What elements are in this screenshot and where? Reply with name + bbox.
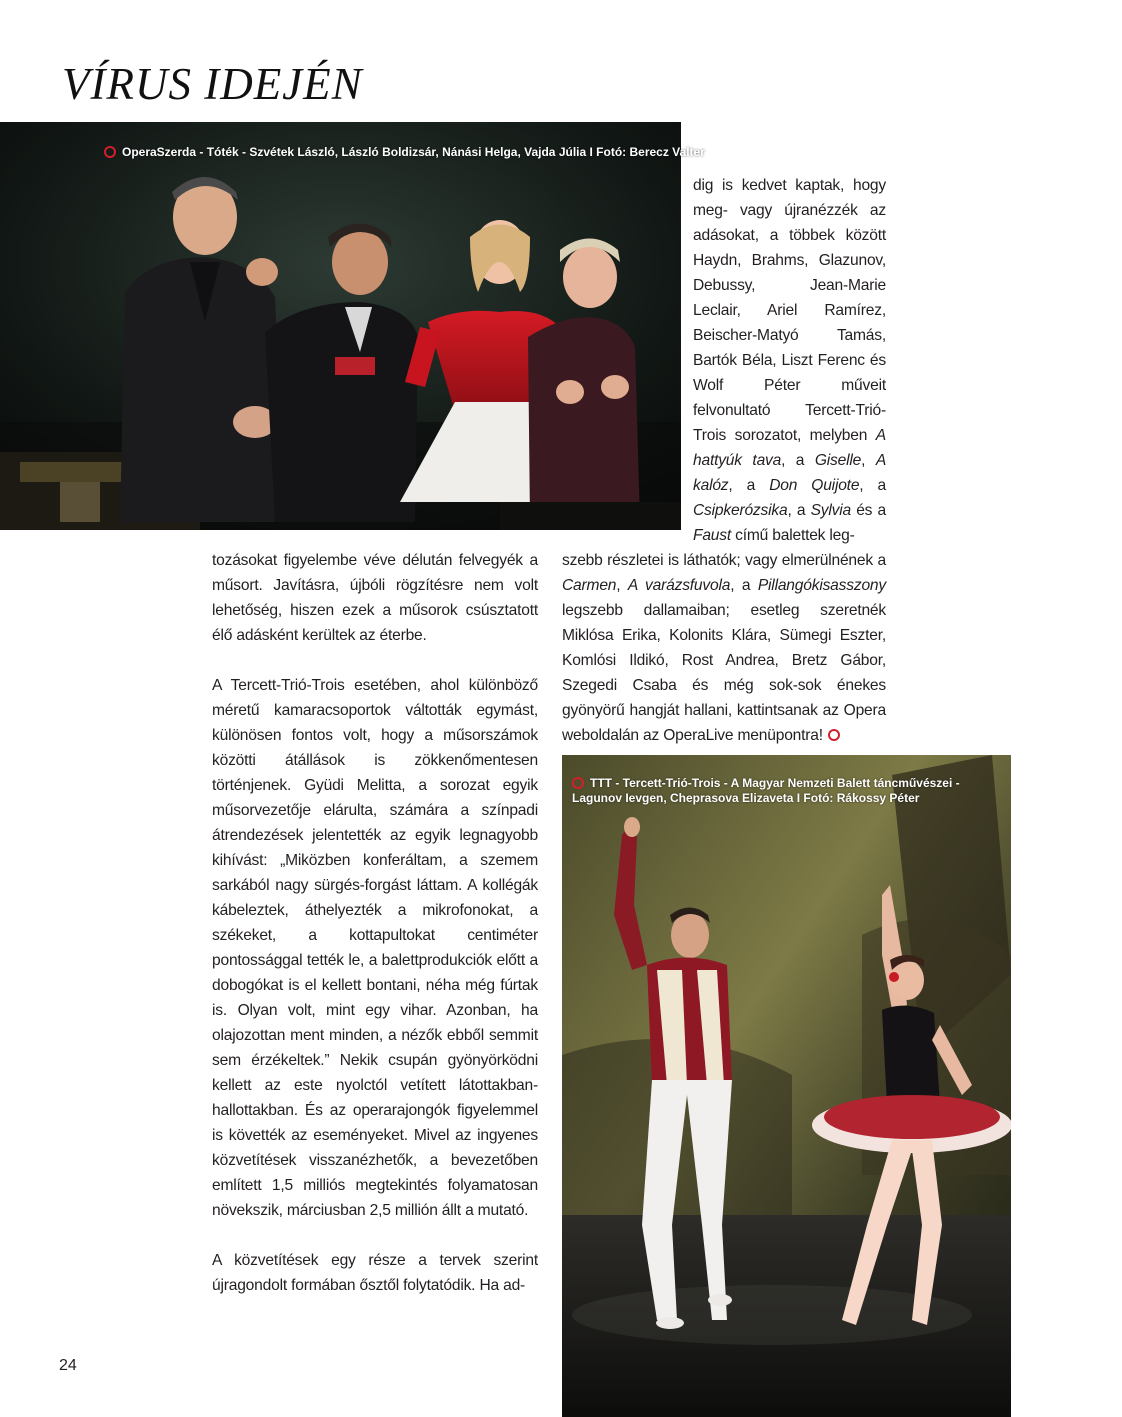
article-column-right-middle [562,548,886,748]
ballet-title: Csipkerózsika [693,502,788,519]
ballet-title: A kalóz [693,452,887,494]
photo-ballet-scene [562,755,1011,1417]
text: dig is kedvet kaptak, hogy meg- vagy újranézzék az adásokat, a többek között Haydn, Brahms, Glazunov, Debussy, Jean-Marie Leclair, Ariel Ramírez, Beischer-Matyó Tamás, Bartók Béla, Liszt Ferenc és Wolf Péter műveit felvonultató Tercett-Trió-Trois sorozatot, melyben [693,177,886,444]
photo-opera-scene-image [0,122,681,530]
text: , [616,577,628,594]
opera-title: A varázsfuvola [627,577,731,594]
caption-text: TTT - Tercett-Trió-Trois - A Magyar Nemzeti Balett táncművészei - Lagunov Ievgen, Cheprasova Elizaveta I Fotó: Rákossy Péter [572,776,960,805]
text: , [861,452,876,469]
article-column-right-top [693,173,886,548]
text: , a [781,452,815,469]
article-column-left [212,548,538,1298]
text: , a [859,477,886,494]
photo-ballet-scene-image [562,755,1011,1417]
text: és a [850,502,886,519]
text: legszebb dallamaiban; esetleg szeretnék Miklósa Erika, Kolonits Klára, Sümegi Eszter, Komlósi Ildikó, Rost Andrea, Bretz Gábor, Szegedi Csaba és még sok-sok énekes gyönyörű hangját hallani, kattintsanak az Opera weboldalán az OperaLive menüpontra! [562,602,886,744]
page-number: 24 [59,1357,77,1374]
bullet-circle-icon [572,777,584,789]
text: című balettek leg- [731,527,855,544]
end-of-article-icon [828,729,840,741]
photo-caption-ballet [572,776,1002,806]
text: , a [728,477,770,494]
text: , a [730,577,758,594]
text: , a [787,502,811,519]
caption-text: OperaSzerda - Tóték - Szvétek László, László Boldizsár, Nánási Helga, Vajda Júlia I Fotó: Berecz Valter [122,145,705,159]
photo-opera-scene [0,122,681,530]
text: szebb részletei is láthatók; vagy elmerülnének a [562,552,886,569]
ballet-title: A hattyúk tava [693,427,886,469]
opera-title: Pillangókisasszony [757,577,886,594]
ballet-title: Sylvia [810,502,851,519]
paragraph: tozásokat figyelembe véve délután felvegyék a műsort. Javításra, újbóli rögzítésre nem volt lehetőség, hiszen ezek a műsorok csúsztatott élő adásként kerültek az éterbe. [212,552,538,644]
ballet-title: Don Quijote [769,477,860,494]
photo-caption-opera [104,145,705,160]
ballet-title: Faust [693,527,731,544]
paragraph: A közvetítések egy része a tervek szerint újragondolt formában ősztől folytatódik. Ha ad- [212,1252,538,1294]
paragraph [693,173,886,548]
paragraph [562,548,886,748]
bullet-circle-icon [104,146,116,158]
paragraph: A Tercett-Trió-Trois esetében, ahol különböző méretű kamaracsoportok váltották egymást, különösen fontos volt, hogy a műsorszámok közötti átállások is zökkenőmentesen történjenek. Gyüdi Melitta, a sorozat egyik műsorvezetője elárulta, számára a színpadi átrendezések jelentették az egyik legnagyobb kihívást: „Miközben konferáltam, a szemem sarkából nagy sürgés-forgást láttam. A kollégák kábeleztek, áthelyezték a mikrofonokat, a székeket, a kottapultokat centiméter pontossággal tették le, a balettprodukciók előtt a dobogókat is el kellett bontani, néha még fúrtak is. Olyan volt, mint egy vihar. Azonban, ha olajozottan ment minden, a nézők ebből semmit sem érzékeltek.” Nekik csupán gyönyörködni kellett az este nyolctól vetített látottakban-hallottakban. És az operarajongók figyelemmel is követték az eseményeket. Mivel az ingyenes közvetítések visszanézhetők, a bevezetőben említett 1,5 milliós megtekintés folyamatosan növekszik, márciusban 2,5 millión állt a mutató. [212,677,538,1219]
ballet-title: Giselle [814,452,862,469]
opera-title: Carmen [562,577,617,594]
page-title: VÍRUS IDEJÉN [62,59,363,109]
